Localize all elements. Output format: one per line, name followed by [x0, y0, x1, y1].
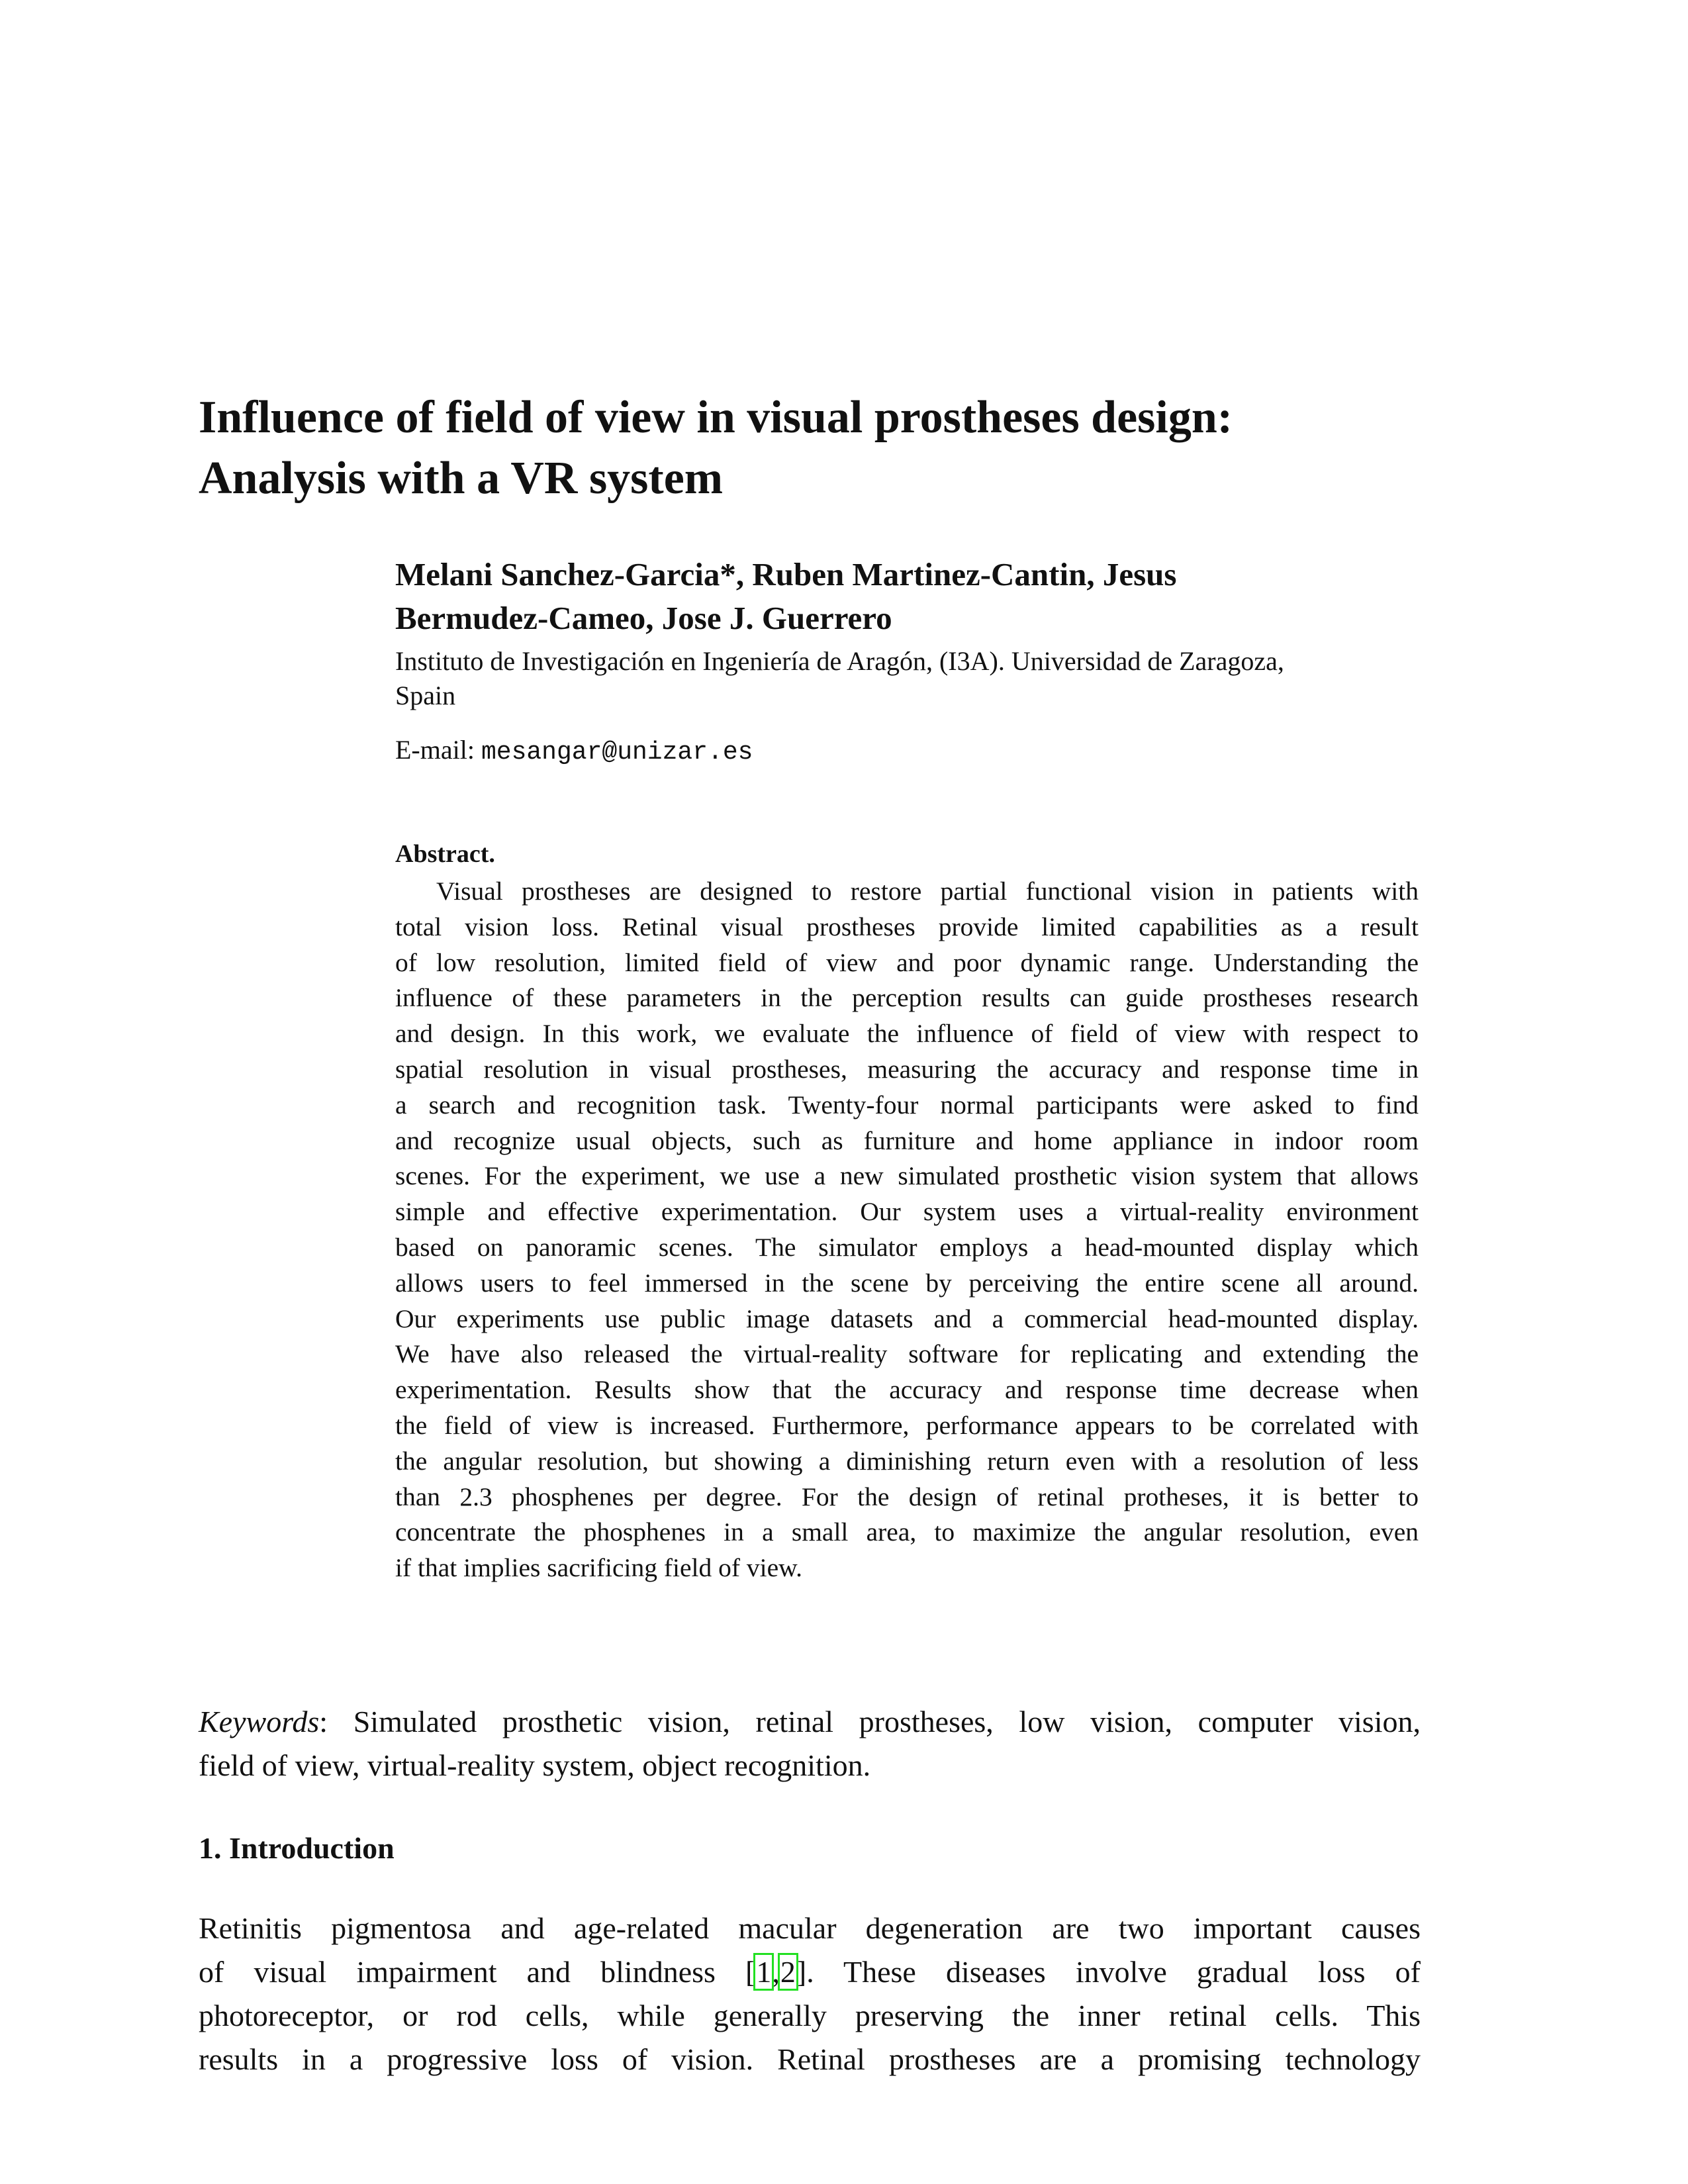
paper-title	[199, 387, 1456, 509]
keywords-label: Keywords	[199, 1705, 320, 1738]
abstract-line: Our experiments use public image datasets and a commercial head-mounted display.	[395, 1304, 1419, 1333]
intro-line: Retinitis pigmentosa and age-related macular degeneration are two important causes	[199, 1911, 1421, 1945]
abstract-line: We have also released the virtual-reality software for replicating and extending the	[395, 1339, 1419, 1369]
abstract-line: and design. In this work, we evaluate the influence of field of view with respect to	[395, 1019, 1419, 1049]
author-list	[395, 553, 1428, 640]
abstract-line: spatial resolution in visual prostheses, measuring the accuracy and response time in	[395, 1054, 1419, 1084]
intro-text: of visual impairment and blindness [	[199, 1955, 756, 1989]
citation-link-1[interactable]: 1	[756, 1955, 772, 1989]
abstract-line: than 2.3 phosphenes per degree. For the design of retinal protheses, it is better to	[395, 1482, 1419, 1511]
email-label: E-mail:	[395, 735, 475, 765]
citation-link-2[interactable]: 2	[780, 1955, 796, 1989]
abstract-line: based on panoramic scenes. The simulator employs a head-mounted display which	[395, 1232, 1419, 1262]
abstract-line: Visual prostheses are designed to restore partial functional vision in patients with	[436, 877, 1419, 906]
abstract-line: simple and effective experimentation. Our system uses a virtual-reality environment	[395, 1197, 1419, 1227]
abstract-heading: Abstract.	[395, 840, 495, 868]
author-line-2: Bermudez-Cameo, Jose J. Guerrero	[395, 600, 892, 636]
title-line-1: Influence of field of view in visual prostheses design:	[199, 392, 1233, 443]
section-heading-introduction: 1. Introduction	[199, 1831, 395, 1865]
abstract-line: a search and recognition task. Twenty-four normal participants were asked to find	[395, 1090, 1419, 1119]
title-line-2: Analysis with a VR system	[199, 453, 724, 504]
abstract-line: if that implies sacrificing field of view.	[395, 1553, 802, 1583]
email-address-link[interactable]: mesangar@unizar.es	[481, 738, 753, 767]
author-line-1: Melani Sanchez-Garcia*, Ruben Martinez-Cantin, Jesus	[395, 556, 1177, 593]
abstract-line: and recognize usual objects, such as furniture and home appliance in indoor room	[395, 1125, 1419, 1155]
introduction-body	[199, 1907, 1421, 2081]
abstract-line: the angular resolution, but showing a diminishing return even with a resolution of less	[395, 1446, 1419, 1476]
abstract-line: influence of these parameters in the perception results can guide prostheses research	[395, 983, 1419, 1013]
affiliation	[395, 644, 1428, 713]
abstract-line: the field of view is increased. Furthermore, performance appears to be correlated with	[395, 1410, 1419, 1440]
abstract-line: experimentation. Results show that the accuracy and response time decrease when	[395, 1375, 1419, 1405]
citation-separator: ,	[772, 1955, 780, 1989]
abstract-line: total vision loss. Retinal visual prostheses provide limited capabilities as a result	[395, 912, 1419, 941]
abstract-line: allows users to feel immersed in the scene by perceiving the entire scene all around.	[395, 1268, 1419, 1298]
intro-line: results in a progressive loss of vision. Retinal prostheses are a promising technology	[199, 2042, 1421, 2076]
abstract-body	[395, 874, 1419, 1586]
abstract-line: scenes. For the experiment, we use a new simulated prosthetic vision system that allows	[395, 1161, 1419, 1191]
keywords-line-2: field of view, virtual-reality system, object recognition.	[199, 1748, 871, 1782]
keywords	[199, 1700, 1421, 1787]
keywords-text-1: : Simulated prosthetic vision, retinal prostheses, low vision, computer vision,	[319, 1705, 1421, 1738]
email-block	[395, 734, 753, 769]
intro-line	[199, 1950, 1421, 1994]
abstract-line: of low resolution, limited field of view and poor dynamic range. Understanding the	[395, 947, 1419, 977]
abstract-line: concentrate the phosphenes in a small area, to maximize the angular resolution, even	[395, 1517, 1419, 1547]
keywords-line-1	[199, 1700, 1421, 1744]
intro-line: photoreceptor, or rod cells, while generally preserving the inner retinal cells. This	[199, 1999, 1421, 2032]
affiliation-line-1: Instituto de Investigación en Ingeniería de Aragón, (I3A). Universidad de Zaragoza,	[395, 646, 1284, 676]
affiliation-line-2: Spain	[395, 681, 456, 710]
intro-text: ]. These diseases involve gradual loss of	[796, 1955, 1421, 1989]
